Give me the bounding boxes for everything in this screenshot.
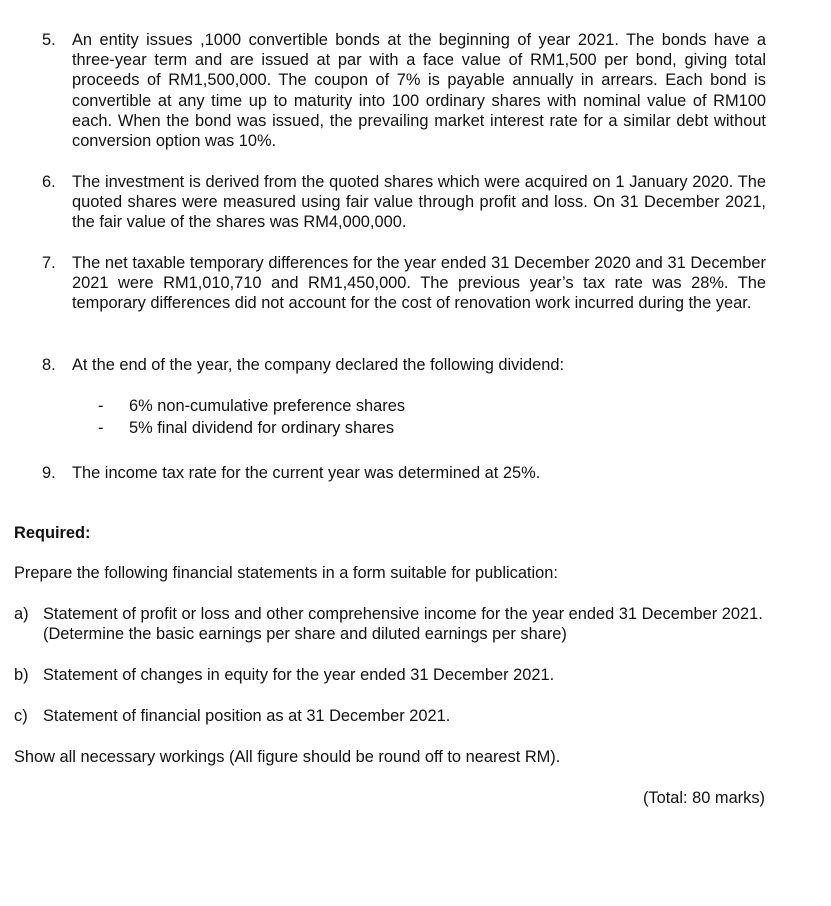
requirement-label: a): [14, 605, 29, 623]
item-7: [42, 253, 766, 314]
item-text: An entity issues ,1000 convertible bonds at the beginning of year 2021. The bonds have a three-year term and are issued at par with a face value of RM1,500 per bond, giving total proceeds of RM1,500,000. The coupon of 7% is payable annually in arrears. Each bond is convertible at any time up to maturity into 100 ordinary shares with nominal value of RM100 each. When the bond was issued, the prevailing market interest rate for a similar debt without conversion option was 10%.: [72, 31, 766, 151]
requirement-a: [14, 604, 766, 644]
item-6: [42, 172, 766, 233]
requirement-label: c): [14, 707, 28, 725]
item-text: At the end of the year, the company declared the following dividend:: [72, 356, 565, 374]
item-number: 5.: [42, 31, 56, 49]
requirement-label: b): [14, 666, 29, 684]
required-heading: [14, 523, 91, 543]
requirement-text: Statement of financial position as at 31 December 2021.: [43, 707, 451, 725]
item-number: 9.: [42, 464, 56, 482]
item-text: The income tax rate for the current year was determined at 25%.: [72, 464, 541, 482]
item-9: [42, 463, 766, 483]
item-number: 8.: [42, 356, 56, 374]
item-text: The investment is derived from the quoted shares which were acquired on 1 January 2020. The quoted shares were measured using fair value through profit and loss. On 31 December 2021, the fair value of the shares was RM4,000,000.: [72, 173, 766, 232]
requirement-c: [14, 706, 766, 726]
requirement-text: Statement of changes in equity for the year ended 31 December 2021.: [43, 666, 555, 684]
requirement-text: Statement of profit or loss and other comprehensive income for the year ended 31 December 2021. (Determine the basic earnings per share and diluted earnings per share): [43, 605, 763, 644]
dividend-text: 6% non-cumulative preference shares: [129, 397, 406, 415]
requirement-b: [14, 665, 766, 685]
item-8: [42, 355, 766, 375]
item-number: 7.: [42, 254, 56, 272]
dash-marker: -: [98, 397, 104, 415]
item-text: The net taxable temporary differences for the year ended 31 December 2020 and 31 December 2021 were RM1,010,710 and RM1,450,000. The previous year’s tax rate was 28%. The temporary differences did not account for the cost of renovation work incurred during the year.: [72, 254, 766, 313]
dash-marker: -: [98, 419, 104, 437]
item-number: 6.: [42, 173, 56, 191]
item-5: [42, 30, 766, 151]
total-marks: (Total: 80 marks): [642, 789, 765, 807]
workings-note: Show all necessary workings (All figure should be round off to nearest RM).: [14, 748, 561, 766]
required-heading-text: Required:: [14, 524, 91, 542]
instruction-text: Prepare the following financial statements in a form suitable for publication:: [14, 564, 558, 582]
dividend-text: 5% final dividend for ordinary shares: [129, 419, 395, 437]
